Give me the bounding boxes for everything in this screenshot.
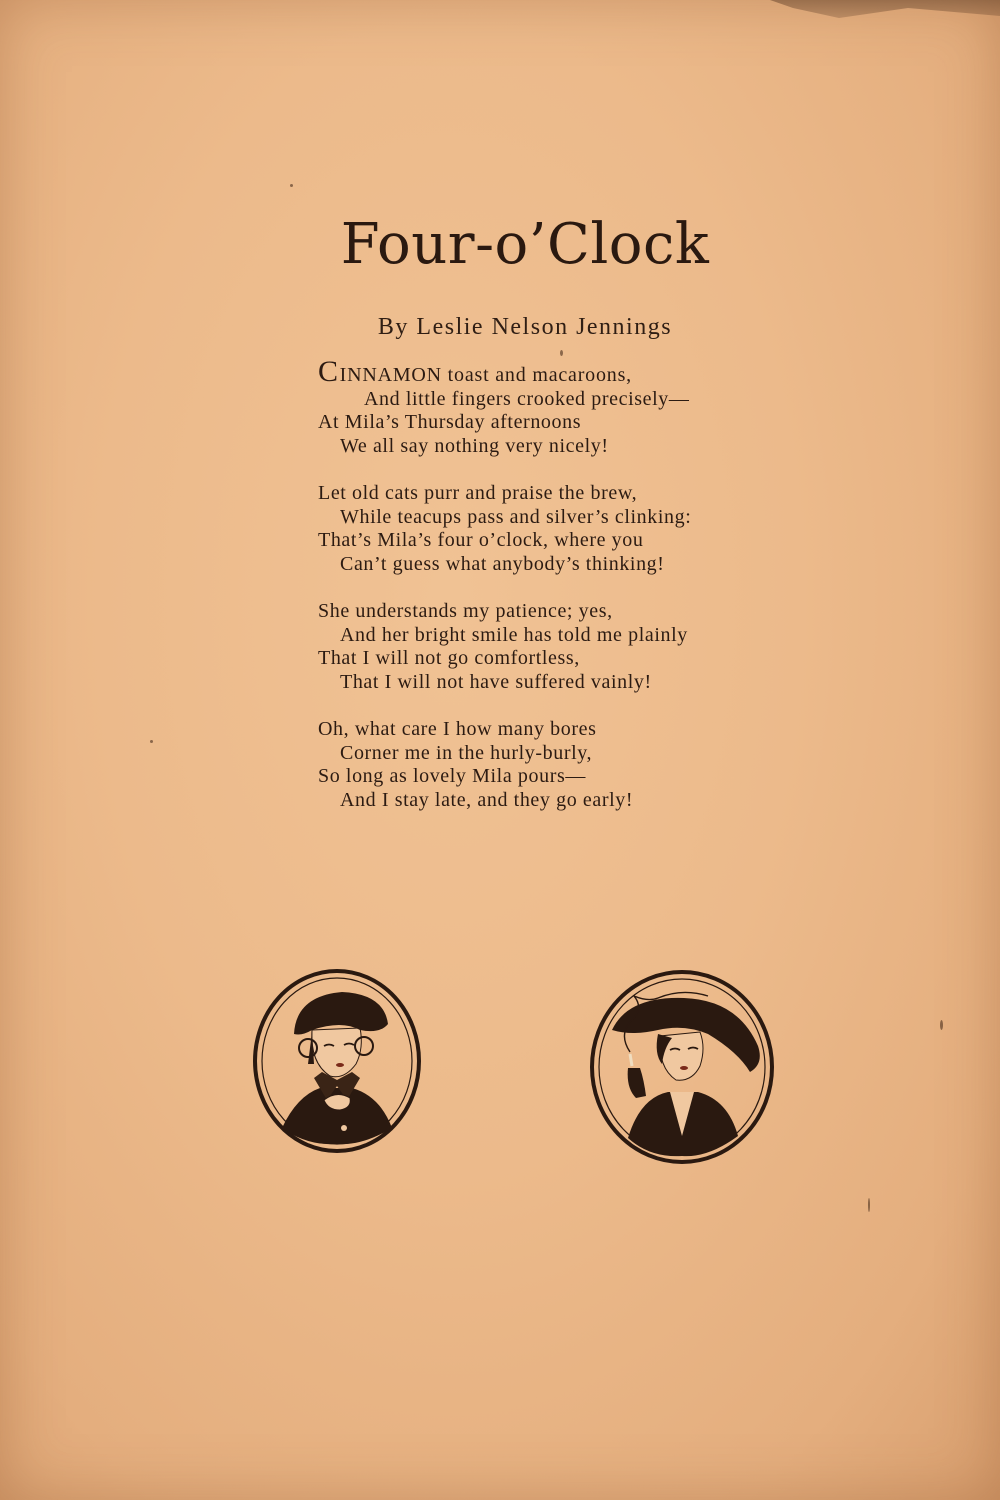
stanza-3 [318,600,838,694]
poem-line [318,355,838,388]
paper-speck [560,350,563,356]
page-corner-wear [770,0,1000,40]
paper-speck [940,1020,943,1030]
poem-title: Four-o’Clock [340,212,710,277]
poem-line: That’s Mila’s four o’clock, where you [318,529,644,551]
poem-line: At Mila’s Thursday afternoons [318,411,582,433]
poem-line: That I will not go comfortless, [318,647,580,669]
woman-in-wide-brim-hat-smoking-portrait-icon [588,968,776,1166]
paper-speck [868,1198,870,1212]
poem-line: That I will not have suffered vainly! [340,670,652,693]
poem-line: Oh, what care I how many bores [318,718,597,740]
poem-line: And I stay late, and they go early! [340,788,634,811]
poem-line: We all say nothing very nicely! [340,434,609,457]
paper-speck [290,184,293,187]
poem-line: Let old cats purr and praise the brew, [318,482,638,504]
poem-line-text: INNAMON toast and macaroons, [339,364,632,386]
poem-line: Corner me in the hurly-burly, [340,741,593,764]
poem-line: And her bright smile has told me plainly [340,623,688,646]
poem-line: Can’t guess what anybody’s thinking! [340,552,665,575]
paper-speck [150,740,153,743]
drop-cap: C [318,355,339,388]
poem-body [318,355,838,836]
poem-line: So long as lovely Mila pours— [318,765,586,787]
poem-byline: By Leslie Nelson Jennings [377,314,673,340]
poem-line: While teacups pass and silver’s clinking: [340,505,692,528]
stanza-4 [318,718,838,812]
poem-line: And little fingers crooked precisely— [364,387,690,410]
woman-in-cloche-hat-portrait-icon [252,968,422,1154]
poem-line: She understands my patience; yes, [318,600,613,622]
stanza-1 [318,355,838,458]
stanza-2 [318,482,838,576]
